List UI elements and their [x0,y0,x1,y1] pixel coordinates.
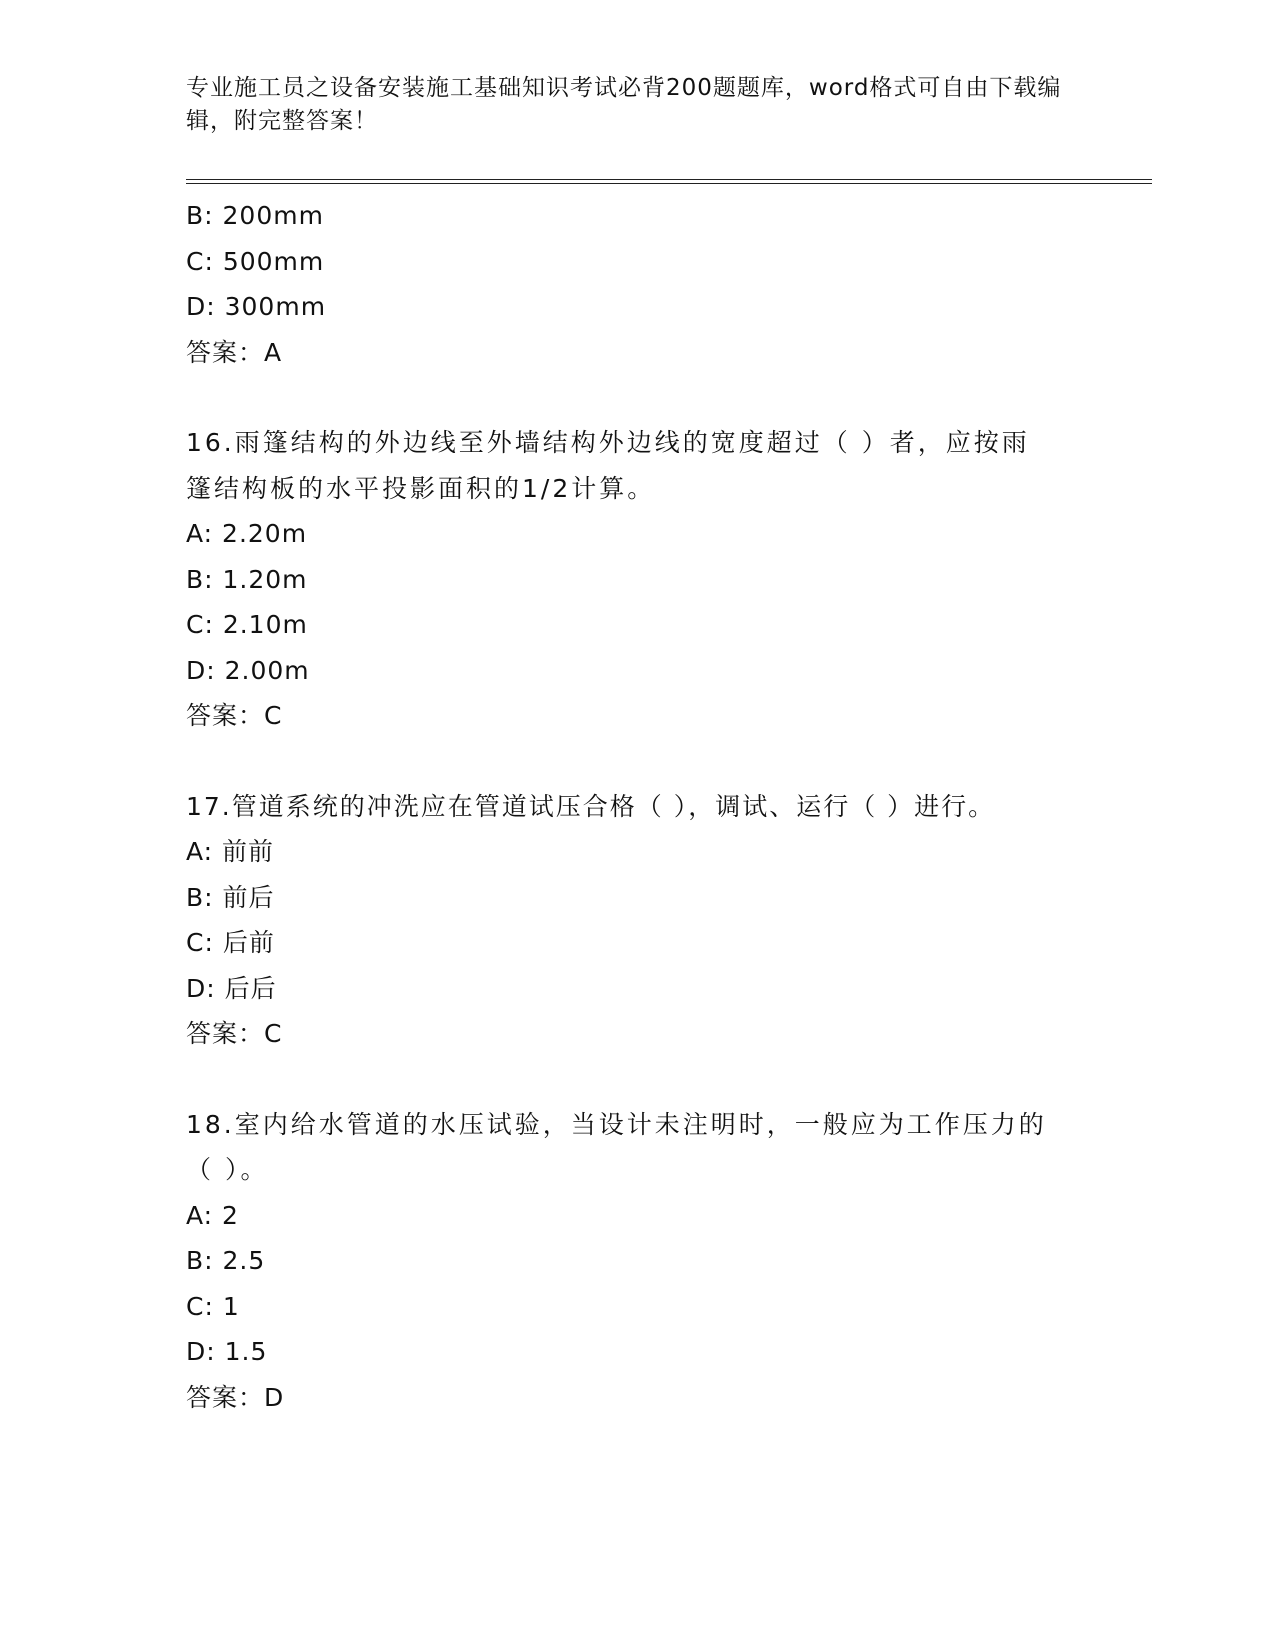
header-divider-top [186,179,1152,180]
question-text-line-2: 篷结构板的水平投影面积的1/2计算。 [186,473,656,503]
option-a: A: 前前 [186,837,275,866]
document-header [186,72,1086,138]
spacer [186,739,1086,784]
option-b: B: 2.5 [186,1246,266,1275]
header-title: 专业施工员之设备安装施工基础知识考试必背200题题库，word格式可自由下载编辑，附完整答案！ [186,75,1062,134]
answer-line: 答案：C [186,701,283,730]
question-18 [186,1102,1086,1421]
answer-line: 答案：C [186,1019,283,1048]
option-d: D: 后后 [186,973,277,1003]
question-text-line-2: （ ）。 [186,1155,269,1184]
question-text-line-1: 17.管道系统的冲洗应在管道试压合格（ ），调试、运行（ ）进行。 [186,791,996,821]
option-d: D: 300mm [186,292,327,321]
answer-line: 答案：D [186,1382,285,1412]
answer-line: 答案：A [186,337,283,367]
option-c: C: 500mm [186,246,325,276]
option-b: B: 1.20m [186,564,308,594]
spacer [186,375,1086,420]
question-text-line-1: 16.雨篷结构的外边线至外墙结构外边线的宽度超过（ ）者，应按雨 [186,428,1030,457]
question-text-line-1: 18.室内给水管道的水压试验，当设计未注明时，一般应为工作压力的 [186,1109,1047,1139]
option-d: D: 2.00m [186,655,310,685]
option-a: A: 2 [186,1200,239,1230]
question-content [186,193,1086,1420]
option-b: B: 200mm [186,201,324,230]
question-16 [186,420,1086,739]
option-b: B: 前后 [186,882,275,912]
question-17 [186,784,1086,1057]
option-c: C: 后前 [186,928,275,957]
option-c: C: 1 [186,1291,240,1321]
option-a: A: 2.20m [186,519,308,548]
option-d: D: 1.5 [186,1337,268,1366]
question-15-continued [186,193,1086,375]
option-c: C: 2.10m [186,610,308,639]
spacer [186,1057,1086,1102]
header-divider-bottom [186,183,1152,184]
